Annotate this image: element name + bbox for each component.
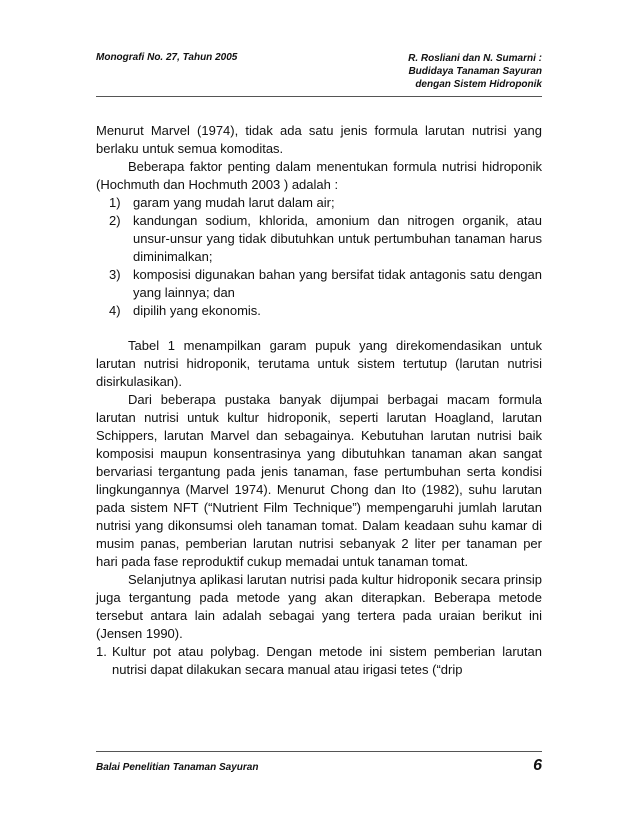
- list-item-number: 3): [109, 267, 121, 282]
- list-item-text: garam yang mudah larut dalam air;: [133, 195, 335, 210]
- paragraph-4: Dari beberapa pustaka banyak dijumpai berbagai macam formula larutan nutrisi untuk kultur hidroponik, seperti larutan Hoagland, larutan Schippers, larutan Marvel dan sebagainya. Kebutuhan larutan nutrisi baik komposisi maupun konsentrasinya yang dibutuhkan tanaman akan sangat bervariasi tergantung pada jenis tanaman, fase pertumbuhan serta kondisi lingkungannya (Marvel 1974). Menurut Chong dan Ito (1982), suhu larutan pada sistem NFT (“Nutrient Film Technique”) mempengaruhi jumlah larutan nutrisi yang dikonsumsi oleh tanaman tomat. Dalam keadaan suhu kamar di musim panas, pemberian larutan nutrisi sebanyak 2 liter per tanaman per hari pada fase reproduktif cukup memadai untuk tanaman tomat.: [96, 392, 542, 569]
- list-item: [109, 302, 542, 320]
- page-number: 6: [533, 757, 542, 774]
- list-item: [109, 266, 542, 302]
- header-left: Monografi No. 27, Tahun 2005: [96, 52, 238, 63]
- list-item-number: 1): [109, 195, 121, 210]
- body-text: [96, 122, 542, 679]
- list-item-number: 2): [109, 213, 121, 228]
- paragraph-3: Tabel 1 menampilkan garam pupuk yang direkomendasikan untuk larutan nutrisi hidroponik, terutama untuk sistem tertutup (larutan nutrisi disirkulasikan).: [96, 338, 542, 389]
- method-item-text: Kultur pot atau polybag. Dengan metode ini sistem pemberian larutan nutrisi dapat dilakukan secara manual atau irigasi tetes (“drip: [112, 644, 542, 677]
- header-right-line3: dengan Sistem Hidroponik: [415, 79, 542, 90]
- criteria-list: [109, 194, 542, 320]
- footer-institution: Balai Penelitian Tanaman Sayuran: [96, 762, 259, 773]
- list-item-text: dipilih yang ekonomis.: [133, 303, 261, 318]
- list-item: [109, 212, 542, 266]
- header-right: [322, 52, 542, 91]
- footer-divider: [96, 751, 542, 752]
- list-item-text: kandungan sodium, khlorida, amonium dan nitrogen organik, atau unsur-unsur yang tidak dibutuhkan untuk pertumbuhan tanaman harus diminimalkan;: [133, 213, 542, 264]
- list-item-number: 4): [109, 303, 121, 318]
- list-item-text: komposisi digunakan bahan yang bersifat tidak antagonis satu dengan yang lainnya; dan: [133, 267, 542, 300]
- paragraph-2: Beberapa faktor penting dalam menentukan formula nutrisi hidroponik (Hochmuth dan Hochmuth 2003 ) adalah :: [96, 159, 542, 192]
- method-item-1: [96, 643, 542, 679]
- header-right-line2: Budidaya Tanaman Sayuran: [408, 66, 542, 77]
- header-divider: [96, 96, 542, 97]
- method-item-number: 1.: [96, 644, 107, 659]
- paragraph-1: Menurut Marvel (1974), tidak ada satu jenis formula larutan nutrisi yang berlaku untuk semua komoditas.: [96, 123, 542, 156]
- paragraph-spacer: [96, 320, 542, 337]
- paragraph-5: Selanjutnya aplikasi larutan nutrisi pada kultur hidroponik secara prinsip juga tergantung pada metode yang akan diterapkan. Beberapa metode tersebut antara lain adalah sebagai yang tertera pada uraian berikut ini (Jensen 1990).: [96, 572, 542, 641]
- list-item: [109, 194, 542, 212]
- header-right-line1: R. Rosliani dan N. Sumarni :: [408, 53, 542, 64]
